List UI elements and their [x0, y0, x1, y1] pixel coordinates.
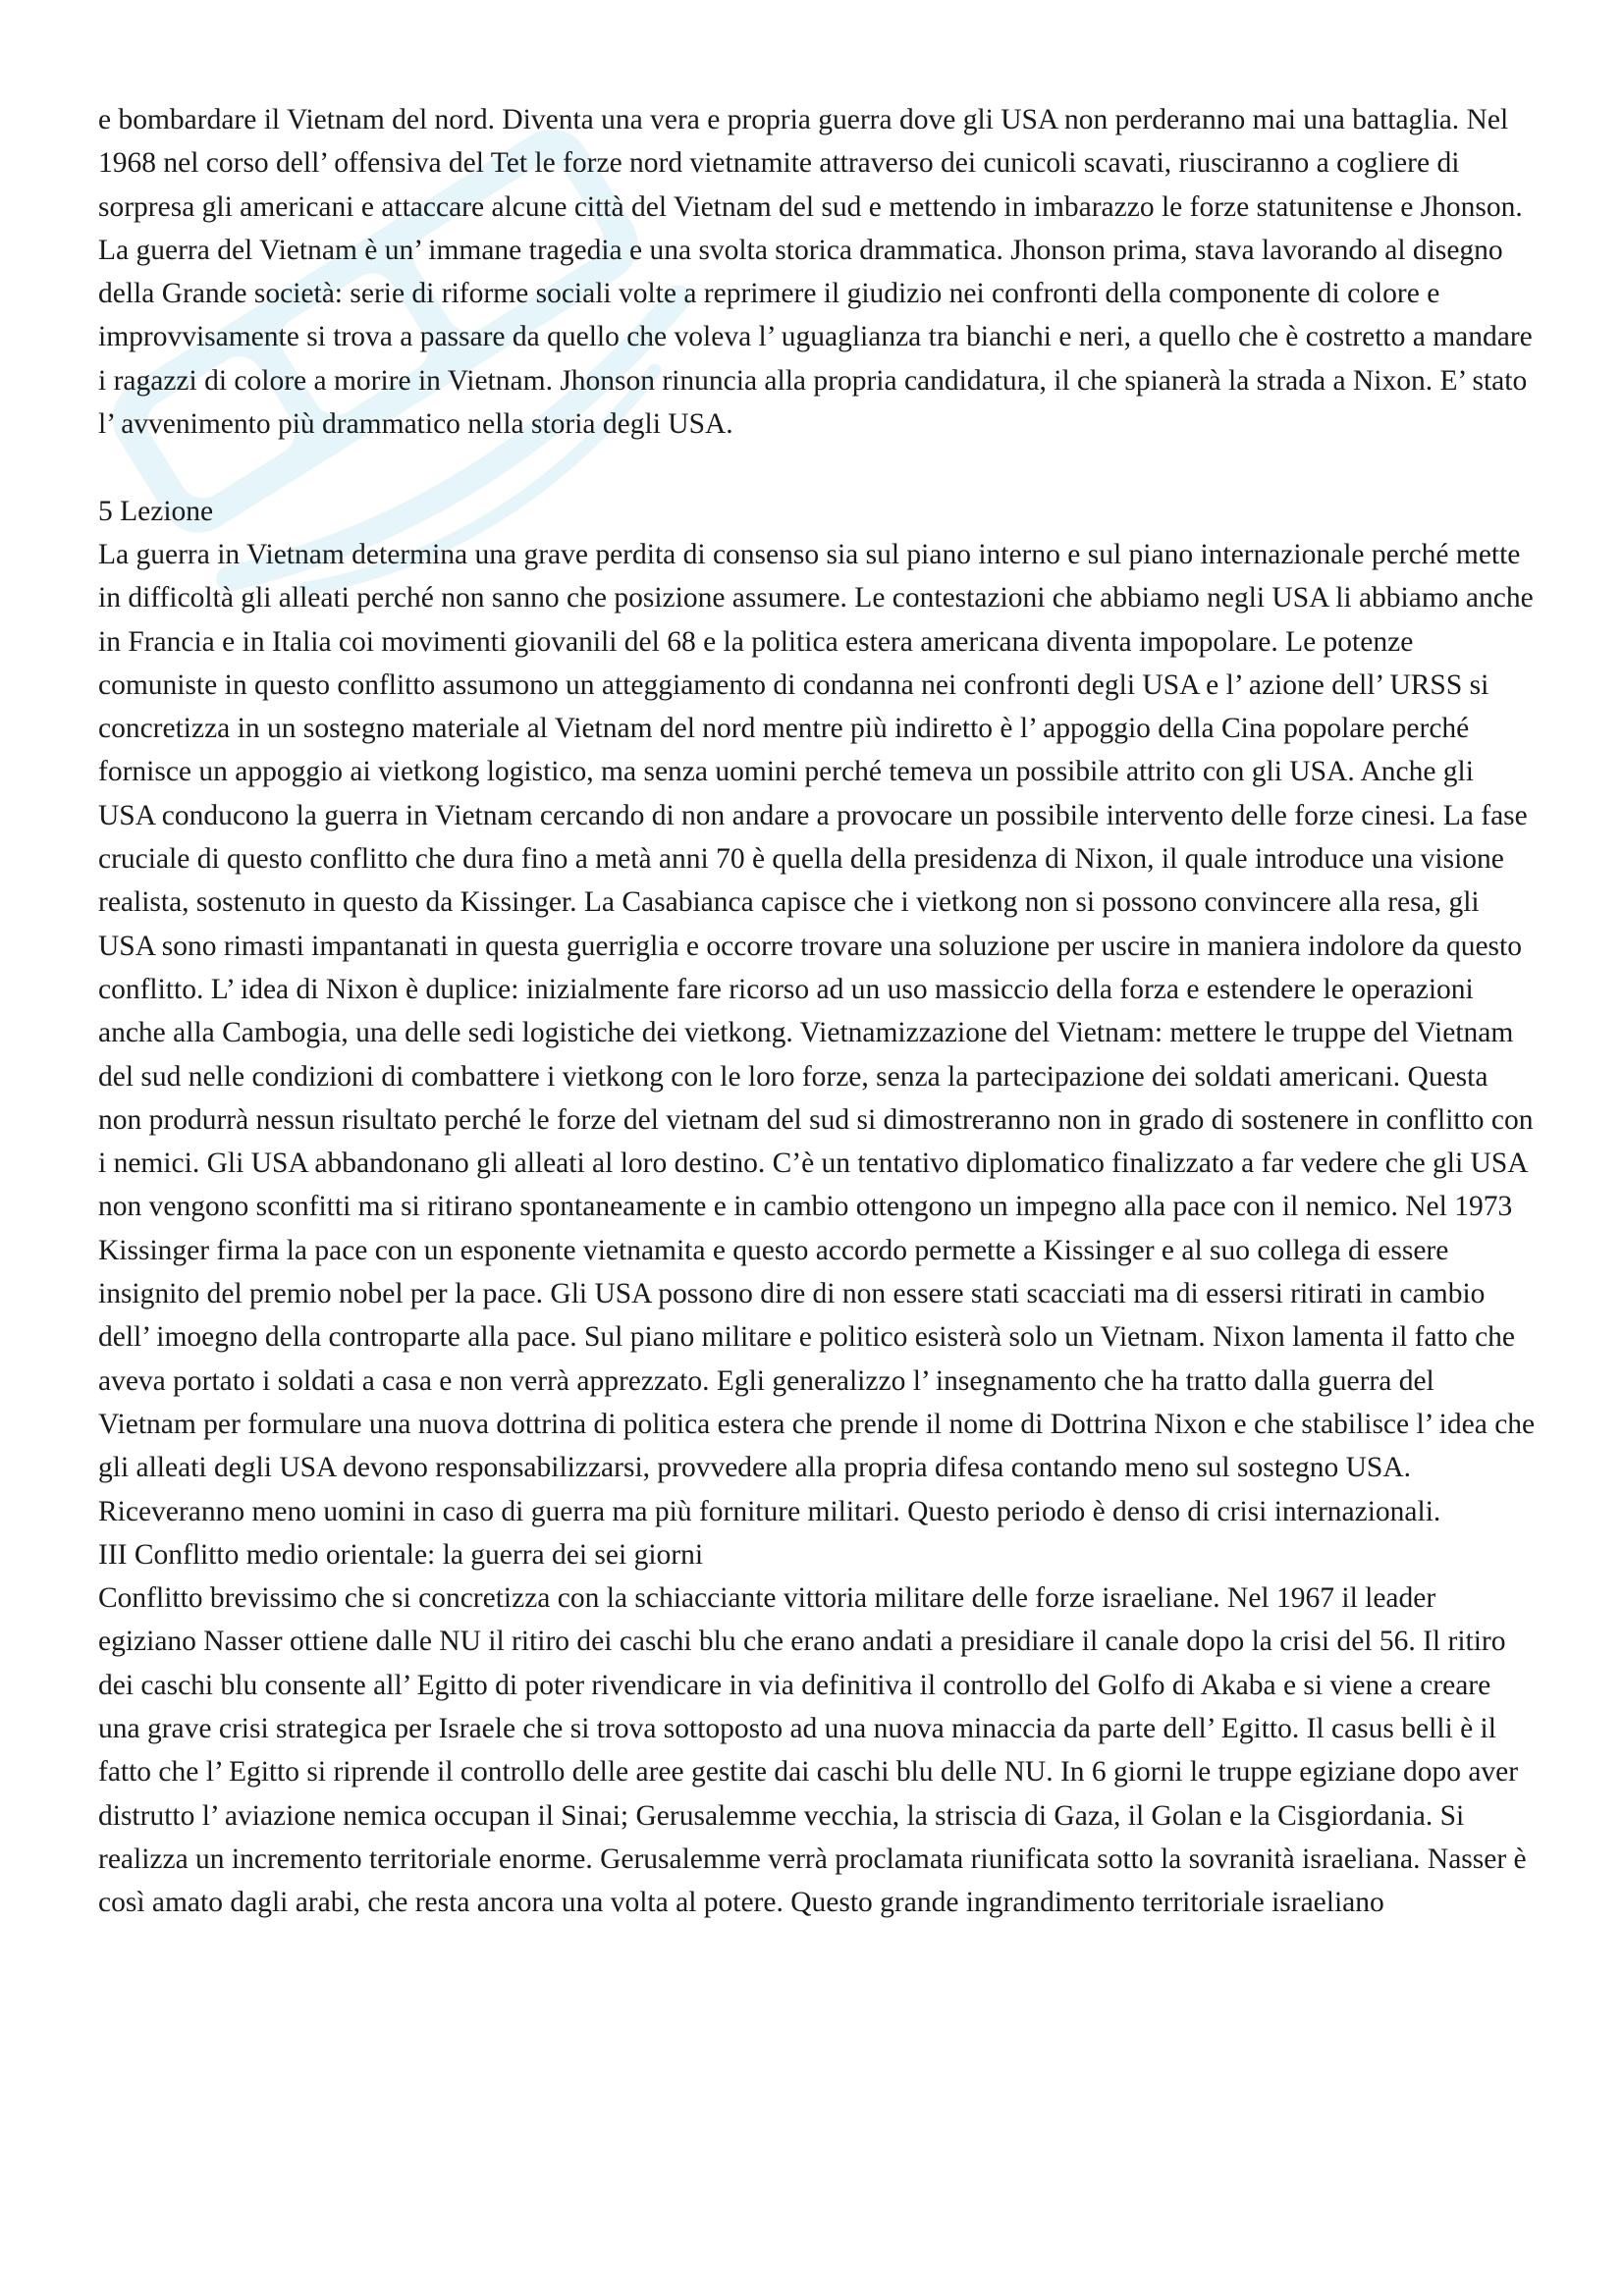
page-body: [98, 98, 1537, 1924]
paragraph-spacer: [98, 446, 1537, 489]
paragraph-vietnam-consensus: La guerra in Vietnam determina una grave perdita di consenso sia sul piano interno e sul piano internazionale perché mette in difficoltà gli alleati perché non sanno che posizione assumere. Le contestazioni che abbiamo negli USA li abbiamo anche in Francia e in Italia coi movimenti giovanili del 68 e la politica estera americana diventa impopolare. Le potenze comuniste in questo conflitto assumono un atteggiamento di condanna nei confronti degli USA e l’ azione dell’ URSS si concretizza in un sostegno materiale al Vietnam del nord mentre più indiretto è l’ appoggio della Cina popolare perché fornisce un appoggio ai vietkong logistico, ma senza uomini perché temeva un possibile attrito con gli USA. Anche gli USA conducono la guerra in Vietnam cercando di non andare a provocare un possibile intervento delle forze cinesi. La fase cruciale di questo conflitto che dura fino a metà anni 70 è quella della presidenza di Nixon, il quale introduce una visione realista, sostenuto in questo da Kissinger. La Casabianca capisce che i vietkong non si possono convincere alla resa, gli USA sono rimasti impantanati in questa guerriglia e occorre trovare una soluzione per uscire in maniera indolore da questo conflitto. L’ idea di Nixon è duplice: inizialmente fare ricorso ad un uso massiccio della forza e estendere le operazioni anche alla Cambogia, una delle sedi logistiche dei vietkong. Vietnamizzazione del Vietnam: mettere le truppe del Vietnam del sud nelle condizioni di combattere i vietkong con le loro forze, senza la partecipazione dei soldati americani. Questa non produrrà nessun risultato perché le forze del vietnam del sud si dimostreranno non in grado di sostenere in conflitto con i nemici. Gli USA abbandonano gli alleati al loro destino. C’è un tentativo diplomatico finalizzato a far vedere che gli USA non vengono sconfitti ma si ritirano spontaneamente e in cambio ottengono un impegno alla pace con il nemico. Nel 1973 Kissinger firma la pace con un esponente vietnamita e questo accordo permette a Kissinger e al suo collega di essere insignito del premio nobel per la pace. Gli USA possono dire di non essere stati scacciati ma di essersi ritirati in cambio dell’ imoegno della controparte alla pace. Sul piano militare e politico esisterà solo un Vietnam. Nixon lamenta il fatto che aveva portato i soldati a casa e non verrà apprezzato. Egli generalizzo l’ insegnamento che ha tratto dalla guerra del Vietnam per formulare una nuova dottrina di politica estera che prende il nome di Dottrina Nixon e che stabilisce l’ idea che gli alleati degli USA devono responsabilizzarsi, provvedere alla propria difesa contando meno sul sostegno USA. Riceveranno meno uomini in caso di guerra ma più forniture militari. Questo periodo è denso di crisi internazionali.: [98, 538, 1536, 1527]
paragraph-six-day-war: Conflitto brevissimo che si concretizza con la schiacciante vittoria militare delle forze israeliane. Nel 1967 il leader egiziano Nasser ottiene dalle NU il ritiro dei caschi blu che erano andati a presidiare il canale dopo la crisi del 56. Il ritiro dei caschi blu consente all’ Egitto di poter rivendicare in via definitiva il controllo del Golfo di Akaba e si viene a creare una grave crisi strategica per Israele che si trova sottoposto ad una nuova minaccia da parte dell’ Egitto. Il casus belli è il fatto che l’ Egitto si riprende il controllo delle aree gestite dai caschi blu delle NU. In 6 giorni le truppe egiziane dopo aver distrutto l’ aviazione nemica occupan il Sinai; Gerusalemme vecchia, la striscia di Gaza, il Golan e la Cisgiordania. Si realizza un incremento territoriale enorme. Gerusalemme verrà proclamata riunificata sotto la sovranità israeliana. Nasser è così amato dagli arabi, che resta ancora una volta al potere. Questo grande ingrandimento territoriale israeliano: [98, 1582, 1527, 1919]
lesson-heading: 5 Lezione: [98, 495, 214, 527]
section-heading-six-day-war: III Conflitto medio orientale: la guerra dei sei giorni: [98, 1538, 704, 1571]
paragraph-vietnam-escalation: e bombardare il Vietnam del nord. Diventa una vera e propria guerra dove gli USA non perderanno mai una battaglia. Nel 1968 nel corso dell’ offensiva del Tet le forze nord vietnamite attraverso dei cunicoli scavati, riusciranno a cogliere di sorpresa gli americani e attaccare alcune città del Vietnam del sud e mettendo in imbarazzo le forze statunitense e Jhonson. La guerra del Vietnam è un’ immane tragedia e una svolta storica drammatica. Jhonson prima, stava lavorando al disegno della Grande società: serie di riforme sociali volte a reprimere il giudizio nei confronti della componente di colore e improvvisamente si trova a passare da quello che voleva l’ uguaglianza tra bianchi e neri, a quello che è costretto a mandare i ragazzi di colore a morire in Vietnam. Jhonson rinuncia alla propria candidatura, il che spianerà la strada a Nixon. E’ stato l’ avvenimento più drammatico nella storia degli USA.: [98, 104, 1533, 441]
